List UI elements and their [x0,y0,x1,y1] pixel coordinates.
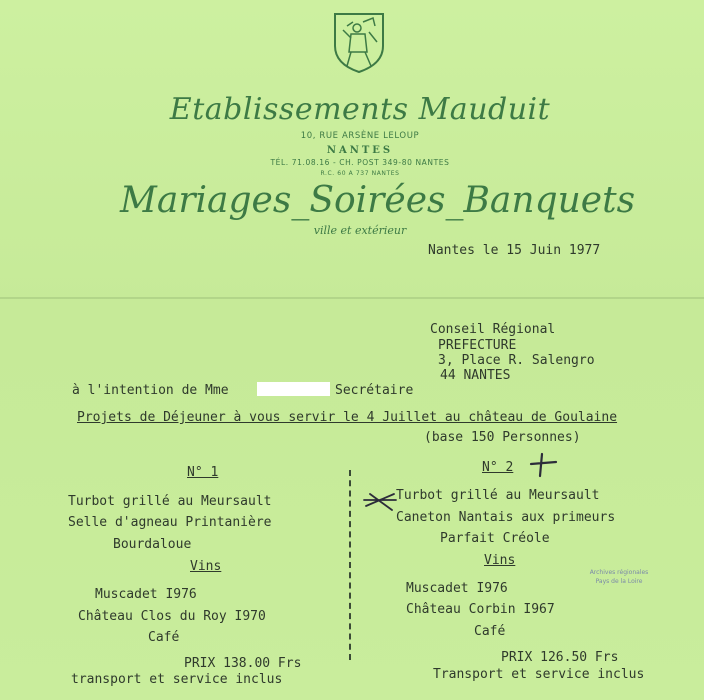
company-services: Mariages_Soirées_Banquets [120,180,636,221]
recipient-line-1: Conseil Régional [430,322,556,337]
stamp-line-1: Archives régionales [589,569,649,576]
pen-cross-mark-icon [362,488,398,514]
attention-prefix: à l'intention de Mme [72,383,229,398]
menu1-item-2: Selle d'agneau Printanière [68,515,272,530]
archive-stamp [586,568,652,602]
menu1-cafe: Café [148,630,180,645]
menu2-item-3: Parfait Créole [440,531,550,546]
subject-line: Projets de Déjeuner à vous servir le 4 Juillet au château de Goulaine [77,410,618,425]
paper-fold [0,297,704,299]
menu1-number: N° 1 [187,465,219,480]
menu2-footer: Transport et service inclus [433,667,645,682]
menu2-item-1: Turbot grillé au Meursault [396,488,600,503]
base-line: (base 150 Personnes) [424,430,581,445]
menu1-wine-1: Muscadet I976 [95,587,197,602]
menu2-wine-2: Château Corbin I967 [406,602,555,617]
column-divider [349,470,351,660]
menu1-vins-label: Vins [190,559,222,574]
company-address: 10, RUE ARSÈNE LELOUP [300,131,420,141]
stamp-line-2: Pays de la Loire [595,578,643,585]
menu2-vins-label: Vins [484,553,516,568]
menu1-price: PRIX 138.00 Frs [184,656,302,671]
menu1-item-3: Bourdaloue [113,537,192,552]
menu1-footer: transport et service inclus [71,672,283,687]
company-subtitle: ville et extérieur [313,224,407,237]
date-line: Nantes le 15 Juin 1977 [428,243,601,258]
menu1-item-1: Turbot grillé au Meursault [68,494,272,509]
menu2-price: PRIX 126.50 Frs [501,650,619,665]
menu2-wine-1: Muscadet I976 [406,581,508,596]
attention-suffix: Secrétaire [335,383,414,398]
menu2-item-2: Caneton Nantais aux primeurs [396,510,616,525]
company-phone: TÉL. 71.08.16 - CH. POST 349-80 NANTES [270,158,450,167]
company-rc: R.C. 60 A 737 NANTES [320,170,400,177]
menu2-cafe: Café [474,624,506,639]
recipient-line-3: 3, Place R. Salengro [438,353,595,368]
pen-cross-mark-icon [528,452,558,478]
recipient-line-4: 44 NANTES [440,368,511,383]
menu2-number: N° 2 [482,460,514,475]
company-name: Etablissements Mauduit [169,92,551,127]
redaction-box [257,382,330,396]
menu1-wine-2: Château Clos du Roy I970 [78,609,266,624]
recipient-line-2: PREFECTURE [438,338,517,353]
knight-crest-icon [333,12,385,74]
company-city: NANTES [326,145,394,156]
